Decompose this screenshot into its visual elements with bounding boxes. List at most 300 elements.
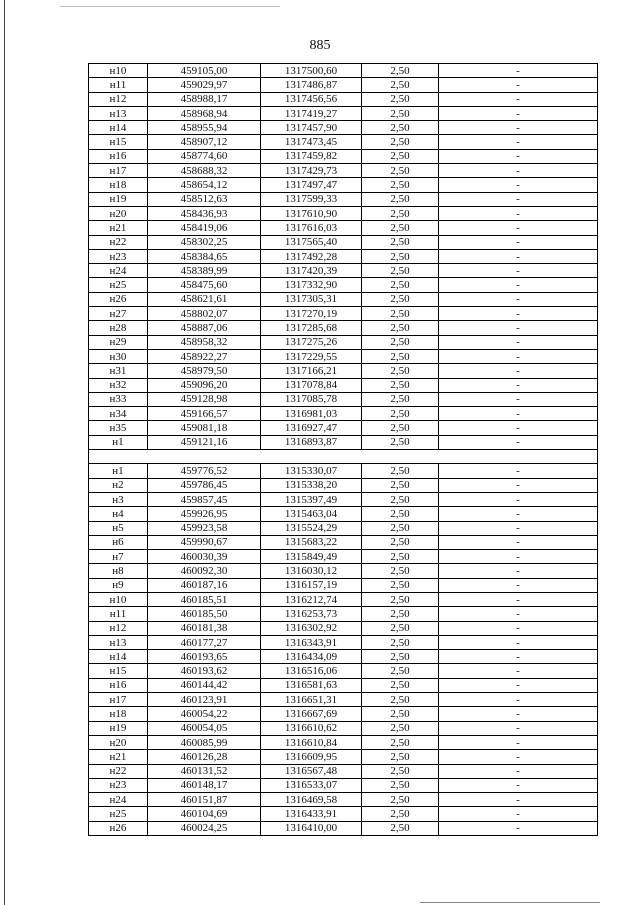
table-row <box>89 92 598 106</box>
accuracy-cell: 2,50 <box>362 249 439 263</box>
accuracy-cell: 2,50 <box>362 235 439 249</box>
coord-x-cell: 460085,99 <box>148 735 261 749</box>
coord-x-cell: 458688,32 <box>148 164 261 178</box>
table-row <box>89 492 598 506</box>
note-cell: - <box>439 307 598 321</box>
coord-y-cell: 1317429,73 <box>261 164 362 178</box>
coord-x-cell: 460181,38 <box>148 621 261 635</box>
section-separator-row <box>89 450 598 464</box>
table-row <box>89 106 598 120</box>
coord-x-cell: 459786,45 <box>148 478 261 492</box>
accuracy-cell: 2,50 <box>362 135 439 149</box>
accuracy-cell: 2,50 <box>362 292 439 306</box>
note-cell: - <box>439 621 598 635</box>
accuracy-cell: 2,50 <box>362 149 439 163</box>
coord-x-cell: 458475,60 <box>148 278 261 292</box>
coord-y-cell: 1316533,07 <box>261 778 362 792</box>
table-row <box>89 121 598 135</box>
accuracy-cell: 2,50 <box>362 192 439 206</box>
note-cell: - <box>439 321 598 335</box>
note-cell: - <box>439 807 598 821</box>
point-id-cell: н28 <box>89 321 148 335</box>
coord-x-cell: 460187,16 <box>148 578 261 592</box>
note-cell: - <box>439 550 598 564</box>
note-cell: - <box>439 292 598 306</box>
note-cell: - <box>439 149 598 163</box>
coordinates-table <box>88 63 598 836</box>
coord-y-cell: 1316610,62 <box>261 721 362 735</box>
point-id-cell: н1 <box>89 435 148 449</box>
point-id-cell: н17 <box>89 164 148 178</box>
coord-x-cell: 458654,12 <box>148 178 261 192</box>
table-row <box>89 464 598 478</box>
point-id-cell: н13 <box>89 106 148 120</box>
table-row <box>89 278 598 292</box>
note-cell: - <box>439 64 598 78</box>
coord-y-cell: 1317419,27 <box>261 106 362 120</box>
point-id-cell: н12 <box>89 621 148 635</box>
note-cell: - <box>439 778 598 792</box>
coord-y-cell: 1317420,39 <box>261 264 362 278</box>
accuracy-cell: 2,50 <box>362 650 439 664</box>
point-id-cell: н13 <box>89 635 148 649</box>
coord-x-cell: 458955,94 <box>148 121 261 135</box>
accuracy-cell: 2,50 <box>362 564 439 578</box>
accuracy-cell: 2,50 <box>362 550 439 564</box>
note-cell: - <box>439 678 598 692</box>
accuracy-cell: 2,50 <box>362 764 439 778</box>
coord-y-cell: 1316302,92 <box>261 621 362 635</box>
point-id-cell: н22 <box>89 235 148 249</box>
note-cell: - <box>439 650 598 664</box>
note-cell: - <box>439 521 598 535</box>
accuracy-cell: 2,50 <box>362 778 439 792</box>
accuracy-cell: 2,50 <box>362 307 439 321</box>
point-id-cell: н17 <box>89 693 148 707</box>
accuracy-cell: 2,50 <box>362 206 439 220</box>
coord-y-cell: 1316927,47 <box>261 421 362 435</box>
accuracy-cell: 2,50 <box>362 478 439 492</box>
coord-x-cell: 459096,20 <box>148 378 261 392</box>
point-id-cell: н26 <box>89 292 148 306</box>
table-row <box>89 778 598 792</box>
coord-x-cell: 459923,58 <box>148 521 261 535</box>
coord-x-cell: 459857,45 <box>148 492 261 506</box>
table-row <box>89 307 598 321</box>
point-id-cell: н25 <box>89 807 148 821</box>
coord-x-cell: 460185,51 <box>148 592 261 606</box>
coord-y-cell: 1317332,90 <box>261 278 362 292</box>
table-row <box>89 364 598 378</box>
note-cell: - <box>439 392 598 406</box>
note-cell: - <box>439 735 598 749</box>
coord-y-cell: 1316253,73 <box>261 607 362 621</box>
coord-y-cell: 1317305,31 <box>261 292 362 306</box>
separator-cell <box>89 450 598 464</box>
table-row <box>89 321 598 335</box>
note-cell: - <box>439 249 598 263</box>
accuracy-cell: 2,50 <box>362 407 439 421</box>
coord-y-cell: 1317610,90 <box>261 206 362 220</box>
point-id-cell: н24 <box>89 264 148 278</box>
coord-x-cell: 458774,60 <box>148 149 261 163</box>
point-id-cell: н27 <box>89 307 148 321</box>
coord-x-cell: 458384,65 <box>148 249 261 263</box>
table-row <box>89 421 598 435</box>
point-id-cell: н15 <box>89 135 148 149</box>
point-id-cell: н20 <box>89 206 148 220</box>
point-id-cell: н12 <box>89 92 148 106</box>
table-row <box>89 750 598 764</box>
coord-y-cell: 1317500,60 <box>261 64 362 78</box>
accuracy-cell: 2,50 <box>362 664 439 678</box>
note-cell: - <box>439 407 598 421</box>
table-row <box>89 164 598 178</box>
point-id-cell: н21 <box>89 221 148 235</box>
coord-y-cell: 1316567,48 <box>261 764 362 778</box>
accuracy-cell: 2,50 <box>362 578 439 592</box>
accuracy-cell: 2,50 <box>362 821 439 835</box>
point-id-cell: н8 <box>89 564 148 578</box>
table-row <box>89 721 598 735</box>
coord-x-cell: 460177,27 <box>148 635 261 649</box>
accuracy-cell: 2,50 <box>362 621 439 635</box>
point-id-cell: н20 <box>89 735 148 749</box>
coord-y-cell: 1315849,49 <box>261 550 362 564</box>
note-cell: - <box>439 535 598 549</box>
note-cell: - <box>439 721 598 735</box>
note-cell: - <box>439 564 598 578</box>
accuracy-cell: 2,50 <box>362 721 439 735</box>
point-id-cell: н15 <box>89 664 148 678</box>
table-row <box>89 592 598 606</box>
coord-y-cell: 1316609,95 <box>261 750 362 764</box>
table-row <box>89 821 598 835</box>
coord-x-cell: 459166,57 <box>148 407 261 421</box>
point-id-cell: н30 <box>89 349 148 363</box>
coord-x-cell: 460126,28 <box>148 750 261 764</box>
accuracy-cell: 2,50 <box>362 693 439 707</box>
coord-x-cell: 458907,12 <box>148 135 261 149</box>
accuracy-cell: 2,50 <box>362 464 439 478</box>
table-row <box>89 149 598 163</box>
coord-x-cell: 459776,52 <box>148 464 261 478</box>
table-row <box>89 435 598 449</box>
point-id-cell: н24 <box>89 793 148 807</box>
note-cell: - <box>439 378 598 392</box>
accuracy-cell: 2,50 <box>362 507 439 521</box>
coord-y-cell: 1316651,31 <box>261 693 362 707</box>
table-row <box>89 264 598 278</box>
coord-y-cell: 1317457,90 <box>261 121 362 135</box>
coord-y-cell: 1316893,87 <box>261 435 362 449</box>
coord-y-cell: 1316410,00 <box>261 821 362 835</box>
scan-line-top <box>60 6 280 7</box>
point-id-cell: н10 <box>89 592 148 606</box>
coord-x-cell: 458988,17 <box>148 92 261 106</box>
coord-x-cell: 458887,06 <box>148 321 261 335</box>
point-id-cell: н19 <box>89 721 148 735</box>
accuracy-cell: 2,50 <box>362 750 439 764</box>
coord-y-cell: 1317275,26 <box>261 335 362 349</box>
coord-x-cell: 459926,95 <box>148 507 261 521</box>
coordinates-table-body <box>89 64 598 836</box>
coord-y-cell: 1317270,19 <box>261 307 362 321</box>
coord-y-cell: 1316516,06 <box>261 664 362 678</box>
accuracy-cell: 2,50 <box>362 264 439 278</box>
table-row <box>89 335 598 349</box>
coord-y-cell: 1316212,74 <box>261 592 362 606</box>
coord-x-cell: 460024,25 <box>148 821 261 835</box>
table-row <box>89 349 598 363</box>
coord-x-cell: 459081,18 <box>148 421 261 435</box>
coord-x-cell: 458389,99 <box>148 264 261 278</box>
note-cell: - <box>439 264 598 278</box>
table-row <box>89 292 598 306</box>
note-cell: - <box>439 707 598 721</box>
point-id-cell: н26 <box>89 821 148 835</box>
table-row <box>89 507 598 521</box>
accuracy-cell: 2,50 <box>362 607 439 621</box>
coord-y-cell: 1317459,82 <box>261 149 362 163</box>
point-id-cell: н7 <box>89 550 148 564</box>
coord-x-cell: 459105,00 <box>148 64 261 78</box>
accuracy-cell: 2,50 <box>362 535 439 549</box>
table-row <box>89 521 598 535</box>
point-id-cell: н3 <box>89 492 148 506</box>
scan-line-bottom <box>420 902 600 903</box>
coord-y-cell: 1315463,04 <box>261 507 362 521</box>
table-row <box>89 650 598 664</box>
point-id-cell: н14 <box>89 121 148 135</box>
point-id-cell: н31 <box>89 364 148 378</box>
accuracy-cell: 2,50 <box>362 278 439 292</box>
note-cell: - <box>439 235 598 249</box>
note-cell: - <box>439 421 598 435</box>
note-cell: - <box>439 206 598 220</box>
note-cell: - <box>439 607 598 621</box>
note-cell: - <box>439 135 598 149</box>
accuracy-cell: 2,50 <box>362 735 439 749</box>
note-cell: - <box>439 106 598 120</box>
coord-y-cell: 1317565,40 <box>261 235 362 249</box>
coord-y-cell: 1316667,69 <box>261 707 362 721</box>
coord-y-cell: 1316610,84 <box>261 735 362 749</box>
table-row <box>89 192 598 206</box>
accuracy-cell: 2,50 <box>362 378 439 392</box>
accuracy-cell: 2,50 <box>362 592 439 606</box>
coord-x-cell: 458419,06 <box>148 221 261 235</box>
note-cell: - <box>439 578 598 592</box>
coord-y-cell: 1317285,68 <box>261 321 362 335</box>
coord-x-cell: 459128,98 <box>148 392 261 406</box>
point-id-cell: н22 <box>89 764 148 778</box>
page-number: 885 <box>309 38 331 53</box>
coord-x-cell: 460131,52 <box>148 764 261 778</box>
note-cell: - <box>439 349 598 363</box>
coord-x-cell: 458922,27 <box>148 349 261 363</box>
table-row <box>89 607 598 621</box>
coord-y-cell: 1316433,91 <box>261 807 362 821</box>
coord-x-cell: 460030,39 <box>148 550 261 564</box>
table-row <box>89 578 598 592</box>
point-id-cell: н33 <box>89 392 148 406</box>
note-cell: - <box>439 221 598 235</box>
accuracy-cell: 2,50 <box>362 807 439 821</box>
point-id-cell: н21 <box>89 750 148 764</box>
accuracy-cell: 2,50 <box>362 78 439 92</box>
coord-y-cell: 1316434,09 <box>261 650 362 664</box>
point-id-cell: н34 <box>89 407 148 421</box>
coord-x-cell: 460123,91 <box>148 693 261 707</box>
note-cell: - <box>439 492 598 506</box>
point-id-cell: н32 <box>89 378 148 392</box>
coord-x-cell: 458968,94 <box>148 106 261 120</box>
coord-y-cell: 1316581,63 <box>261 678 362 692</box>
note-cell: - <box>439 693 598 707</box>
coord-y-cell: 1315330,07 <box>261 464 362 478</box>
table-row <box>89 478 598 492</box>
coord-y-cell: 1317486,87 <box>261 78 362 92</box>
coord-y-cell: 1316030,12 <box>261 564 362 578</box>
point-id-cell: н35 <box>89 421 148 435</box>
accuracy-cell: 2,50 <box>362 435 439 449</box>
table-row <box>89 678 598 692</box>
coord-x-cell: 460193,62 <box>148 664 261 678</box>
coord-x-cell: 459121,16 <box>148 435 261 449</box>
coord-x-cell: 460054,22 <box>148 707 261 721</box>
note-cell: - <box>439 750 598 764</box>
note-cell: - <box>439 793 598 807</box>
accuracy-cell: 2,50 <box>362 321 439 335</box>
note-cell: - <box>439 635 598 649</box>
table-row <box>89 807 598 821</box>
coord-y-cell: 1317078,84 <box>261 378 362 392</box>
accuracy-cell: 2,50 <box>362 164 439 178</box>
coord-x-cell: 460054,05 <box>148 721 261 735</box>
point-id-cell: н11 <box>89 78 148 92</box>
accuracy-cell: 2,50 <box>362 707 439 721</box>
point-id-cell: н29 <box>89 335 148 349</box>
accuracy-cell: 2,50 <box>362 178 439 192</box>
point-id-cell: н2 <box>89 478 148 492</box>
note-cell: - <box>439 178 598 192</box>
coord-y-cell: 1317599,33 <box>261 192 362 206</box>
coord-x-cell: 458302,25 <box>148 235 261 249</box>
table-row <box>89 178 598 192</box>
note-cell: - <box>439 364 598 378</box>
table-row <box>89 635 598 649</box>
table-row <box>89 235 598 249</box>
point-id-cell: н16 <box>89 678 148 692</box>
coord-y-cell: 1315397,49 <box>261 492 362 506</box>
coord-x-cell: 460193,65 <box>148 650 261 664</box>
coord-x-cell: 460151,87 <box>148 793 261 807</box>
point-id-cell: н16 <box>89 149 148 163</box>
coord-x-cell: 459990,67 <box>148 535 261 549</box>
coord-y-cell: 1316343,91 <box>261 635 362 649</box>
coord-x-cell: 460185,50 <box>148 607 261 621</box>
note-cell: - <box>439 821 598 835</box>
accuracy-cell: 2,50 <box>362 392 439 406</box>
note-cell: - <box>439 335 598 349</box>
table-row <box>89 407 598 421</box>
accuracy-cell: 2,50 <box>362 92 439 106</box>
coord-x-cell: 458436,93 <box>148 206 261 220</box>
coord-x-cell: 460144,42 <box>148 678 261 692</box>
accuracy-cell: 2,50 <box>362 793 439 807</box>
table-row <box>89 378 598 392</box>
coord-y-cell: 1317456,56 <box>261 92 362 106</box>
accuracy-cell: 2,50 <box>362 421 439 435</box>
point-id-cell: н6 <box>89 535 148 549</box>
point-id-cell: н5 <box>89 521 148 535</box>
coord-y-cell: 1315338,20 <box>261 478 362 492</box>
point-id-cell: н23 <box>89 249 148 263</box>
table-row <box>89 693 598 707</box>
table-row <box>89 735 598 749</box>
note-cell: - <box>439 78 598 92</box>
note-cell: - <box>439 478 598 492</box>
coord-x-cell: 458979,50 <box>148 364 261 378</box>
note-cell: - <box>439 164 598 178</box>
point-id-cell: н4 <box>89 507 148 521</box>
note-cell: - <box>439 192 598 206</box>
table-row <box>89 621 598 635</box>
coord-y-cell: 1316981,03 <box>261 407 362 421</box>
point-id-cell: н19 <box>89 192 148 206</box>
coord-x-cell: 458802,07 <box>148 307 261 321</box>
coord-x-cell: 460092,30 <box>148 564 261 578</box>
coord-y-cell: 1315683,22 <box>261 535 362 549</box>
scan-edge-left <box>4 0 5 905</box>
coord-x-cell: 459029,97 <box>148 78 261 92</box>
note-cell: - <box>439 464 598 478</box>
point-id-cell: н25 <box>89 278 148 292</box>
coord-y-cell: 1316157,19 <box>261 578 362 592</box>
accuracy-cell: 2,50 <box>362 335 439 349</box>
table-row <box>89 793 598 807</box>
coord-x-cell: 460104,69 <box>148 807 261 821</box>
accuracy-cell: 2,50 <box>362 364 439 378</box>
note-cell: - <box>439 507 598 521</box>
note-cell: - <box>439 92 598 106</box>
point-id-cell: н9 <box>89 578 148 592</box>
note-cell: - <box>439 664 598 678</box>
point-id-cell: н11 <box>89 607 148 621</box>
table-row <box>89 221 598 235</box>
coord-y-cell: 1317166,21 <box>261 364 362 378</box>
table-row <box>89 249 598 263</box>
point-id-cell: н10 <box>89 64 148 78</box>
coord-y-cell: 1315524,29 <box>261 521 362 535</box>
note-cell: - <box>439 435 598 449</box>
table-row <box>89 664 598 678</box>
coord-x-cell: 458958,32 <box>148 335 261 349</box>
point-id-cell: н18 <box>89 707 148 721</box>
accuracy-cell: 2,50 <box>362 678 439 692</box>
note-cell: - <box>439 278 598 292</box>
accuracy-cell: 2,50 <box>362 492 439 506</box>
coord-y-cell: 1317492,28 <box>261 249 362 263</box>
coord-y-cell: 1317229,55 <box>261 349 362 363</box>
coord-y-cell: 1317473,45 <box>261 135 362 149</box>
coord-y-cell: 1317497,47 <box>261 178 362 192</box>
point-id-cell: н1 <box>89 464 148 478</box>
coord-x-cell: 458621,61 <box>148 292 261 306</box>
accuracy-cell: 2,50 <box>362 635 439 649</box>
table-row <box>89 392 598 406</box>
